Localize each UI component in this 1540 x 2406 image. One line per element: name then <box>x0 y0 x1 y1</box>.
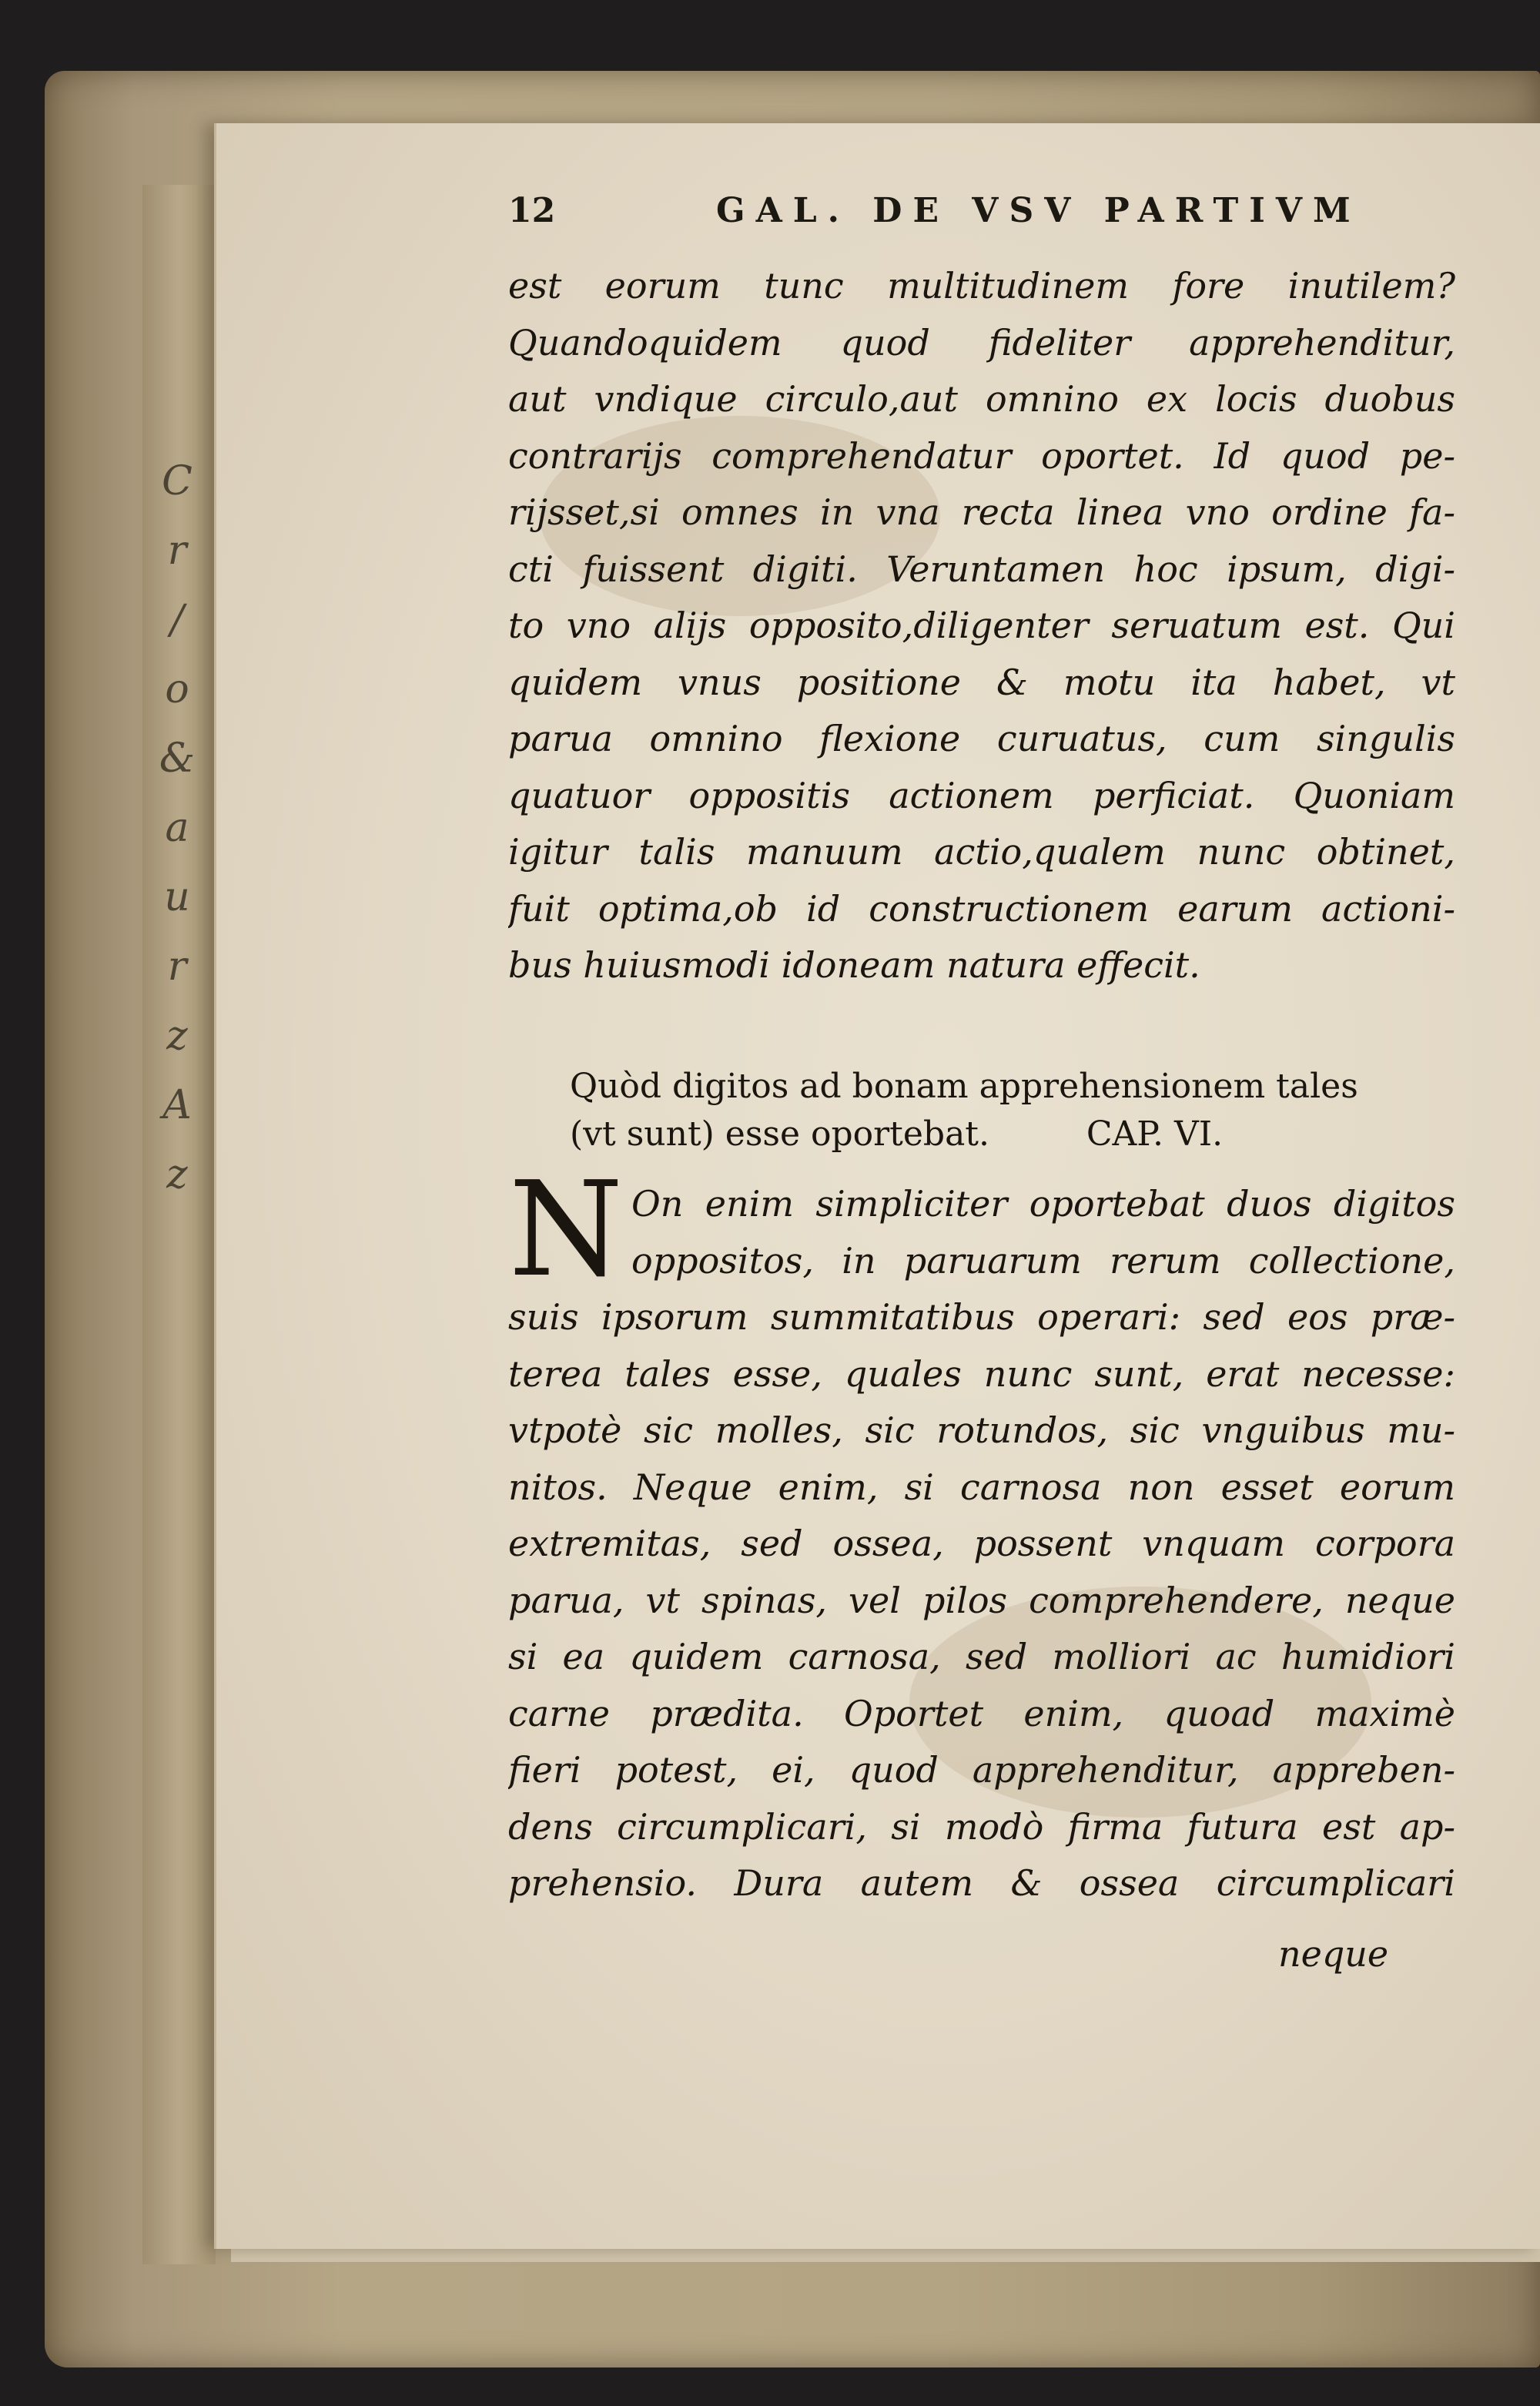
text-line: carne prædita. Oportet enim, quoad maximè <box>508 1692 1455 1734</box>
binding-mark: z <box>166 1151 188 1198</box>
text-line: rijsset,si omnes in vna recta linea vno ordine fa- <box>508 491 1455 533</box>
text-line: suis ipsorum summitatibus operari: sed eos præ- <box>508 1296 1455 1338</box>
text-line: parua omnino flexione curuatus, cum singulis <box>508 718 1455 759</box>
binding-marginalia <box>154 447 200 1371</box>
text-line: si ea quidem carnosa, sed molliori ac humidiori <box>508 1636 1455 1677</box>
binding-mark: o <box>165 666 189 712</box>
text-line: vtpotè sic molles, sic rotundos, sic vnguibus mu- <box>508 1409 1455 1451</box>
text-line: nitos. Neque enim, si carnosa non esset eorum <box>508 1466 1455 1508</box>
binding-mark: A <box>162 1082 192 1128</box>
text-line: oppositos, in paruarum rerum collectione, <box>631 1239 1455 1282</box>
text-line: contrarijs comprehendatur oportet. Id quod pe- <box>508 434 1455 477</box>
text-line: igitur talis manuum actio,qualem nunc obtinet, <box>508 831 1455 873</box>
chapter-heading-line: (vt sunt) esse oportebat. CAP. VI. <box>570 1114 1224 1154</box>
chapter-body <box>508 1154 1455 1912</box>
text-line: quidem vnus positione & motu ita habet, vt <box>508 661 1455 703</box>
chapter-heading <box>570 1063 1401 1158</box>
binding-mark: r <box>167 528 187 574</box>
binding-mark: / <box>170 597 184 643</box>
text-line: to vno alijs opposito,diligenter seruatum est. Qui <box>508 605 1455 646</box>
text-line: bus huiusmodi idoneam natura effecit. <box>508 944 1200 986</box>
text-line: fieri potest, ei, quod apprehenditur, appreben- <box>508 1749 1455 1791</box>
paragraph-continued <box>508 258 1455 994</box>
chapter-body-lines <box>508 1289 1455 1912</box>
running-title: GAL. DE VSV PARTIVM <box>716 191 1361 230</box>
text-line: fuit optima,ob id constructionem earum actioni- <box>508 887 1455 930</box>
text-line: dens circumplicari, si modò firma futura est ap- <box>508 1805 1455 1848</box>
binding-mark: a <box>165 805 189 851</box>
page-number: 12 <box>508 191 556 230</box>
drop-cap-indented-lines <box>508 1154 1455 1306</box>
drop-cap: N <box>508 1154 624 1306</box>
running-head <box>508 191 1432 245</box>
chapter-heading-line: Quòd digitos ad bonam apprehensionem tales <box>570 1067 1358 1106</box>
text-line: aut vndique circulo,aut omnino ex locis duobus <box>508 378 1455 420</box>
text-line: prehensio. Dura autem & ossea circumplicari <box>508 1862 1455 1904</box>
text-line: extremitas, sed ossea, possent vnquam corpora <box>508 1523 1455 1564</box>
text-line: parua, vt spinas, vel pilos comprehendere, neque <box>508 1579 1455 1621</box>
binding-mark: z <box>166 1013 188 1059</box>
binding-mark: r <box>167 943 187 990</box>
binding-mark: & <box>159 736 196 782</box>
text-line: quatuor oppositis actionem perficiat. Quoniam <box>508 774 1455 816</box>
text-line: est eorum tunc multitudinem fore inutilem? <box>508 265 1455 307</box>
binding-mark: u <box>164 874 190 920</box>
text-line: cti fuissent digiti. Veruntamen hoc ipsum, digi- <box>508 548 1455 590</box>
text-line: Quandoquidem quod fideliter apprehenditur, <box>508 321 1455 364</box>
text-line: On enim simpliciter oportebat duos digitos <box>631 1183 1455 1225</box>
text-line: terea tales esse, quales nunc sunt, erat necesse: <box>508 1352 1455 1395</box>
binding-mark: C <box>162 458 192 504</box>
catchword: neque <box>1278 1933 1389 1975</box>
